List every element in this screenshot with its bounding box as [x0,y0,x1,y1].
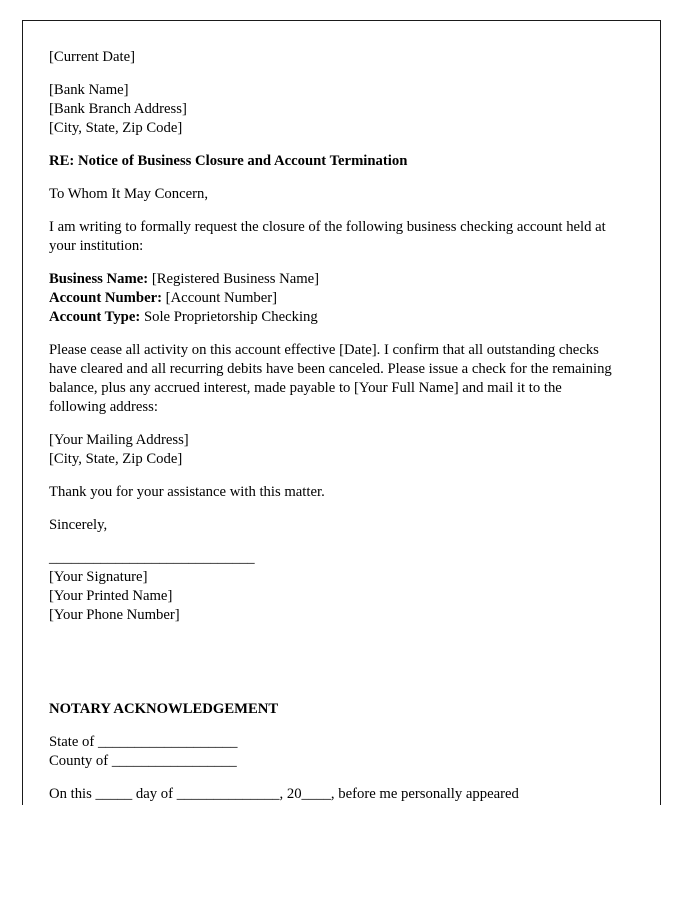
printed-name-placeholder: [Your Printed Name] [49,588,173,604]
account-number-row [49,289,612,308]
account-type-label: Account Type: [49,309,141,325]
account-number-value: [Account Number] [162,290,278,306]
notary-appearance-block [49,785,612,804]
subject-heading: RE: Notice of Business Closure and Account Termination [49,153,408,169]
bank-city-state-zip-line: [City, State, Zip Code] [49,120,183,136]
bank-branch-address-line: [Bank Branch Address] [49,101,187,117]
signature-block [49,549,612,625]
notary-jurisdiction-block [49,733,612,771]
mailing-city-state-zip-line: [City, State, Zip Code] [49,451,183,467]
thank-you-paragraph: Thank you for your assistance with this matter. [49,484,325,500]
salutation: To Whom It May Concern, [49,186,209,202]
document-page [22,20,661,805]
notary-acknowledgement-heading: NOTARY ACKNOWLEDGEMENT [49,701,279,717]
recipient-address-block [49,81,612,138]
account-number-label: Account Number: [49,290,162,306]
notary-county-line: County of _________________ [49,753,237,769]
closing-salutation: Sincerely, [49,517,108,533]
current-date-placeholder: [Current Date] [49,49,136,65]
business-name-value: [Registered Business Name] [148,271,320,287]
instruction-paragraph: Please cease all activity on this account effective [Date]. I confirm that all outstanding checks have cleared and all recurring debits have been canceled. Please issue a check for the remaining balance, plus any accrued interest, made payable to [Your Full Name] and mail it to the following address: [49,342,612,415]
account-type-value: Sole Proprietorship Checking [140,309,318,325]
intro-paragraph: I am writing to formally request the closure of the following business checking account held at your institution: [49,219,606,254]
signature-rule: ____________________________ [49,550,255,566]
business-name-row [49,270,612,289]
mailing-address-line: [Your Mailing Address] [49,432,189,448]
section-spacer [49,639,612,700]
business-name-label: Business Name: [49,271,149,287]
mailing-address-block [49,431,612,469]
account-type-row [49,308,612,327]
bank-name-line: [Bank Name] [49,82,129,98]
phone-number-placeholder: [Your Phone Number] [49,607,180,623]
notary-state-line: State of ___________________ [49,734,238,750]
signature-placeholder: [Your Signature] [49,569,148,585]
account-details-block [49,270,612,327]
notary-on-this-date-line: On this _____ day of ______________, 20____, before me personally appeared [49,786,519,802]
date-block [49,48,612,67]
letter-content [49,48,612,804]
